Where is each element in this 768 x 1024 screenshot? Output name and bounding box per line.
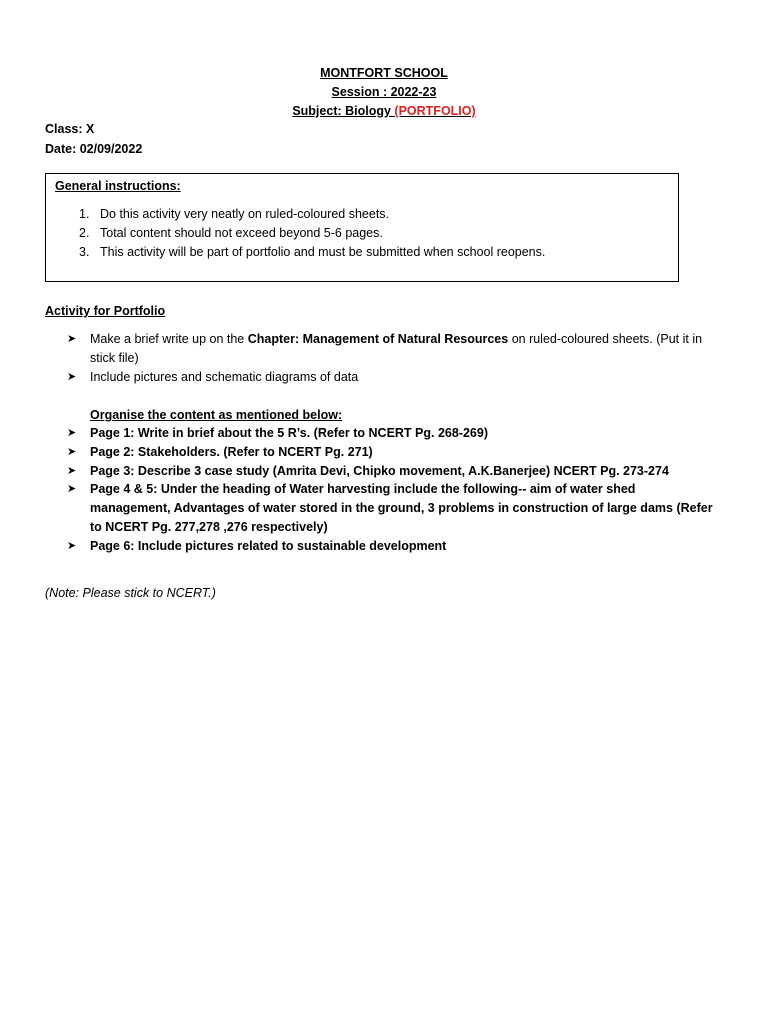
arrow-bullet-icon: ➤ bbox=[67, 427, 77, 439]
document-header bbox=[0, 64, 768, 121]
arrow-bullet-icon: ➤ bbox=[67, 445, 77, 458]
bullet-text-c: on ruled-coloured sheets. (Put it in stick file) bbox=[90, 332, 703, 365]
bullet-text: Include pictures and schematic diagrams of data bbox=[90, 370, 359, 384]
arrow-bullet-icon: ➤ bbox=[67, 333, 77, 345]
page-plan-text: Page 4 & 5: Under the heading of Water harvesting include the following-- aim of water shed management, Advantages of water stored in the ground, 3 problems in construction of large dams (Refer to NCERT Pg. 277,278 ,276 respectively) bbox=[90, 482, 713, 534]
class-label: Class: X bbox=[45, 122, 95, 136]
instruction-text: Do this activity very neatly on ruled-coloured sheets. bbox=[100, 207, 390, 221]
instruction-item bbox=[46, 224, 545, 243]
page-plan-text: Page 6: Include pictures related to sustainable development bbox=[90, 538, 447, 553]
instructions-title: General instructions: bbox=[55, 179, 181, 193]
session-line: Session : 2022-23 bbox=[331, 85, 437, 99]
arrow-bullet-icon: ➤ bbox=[67, 464, 77, 477]
instructions-list bbox=[46, 205, 545, 262]
date-label: Date: 02/09/2022 bbox=[45, 142, 143, 156]
subject-prefix: Subject: Biology bbox=[292, 104, 395, 118]
page-plan-item bbox=[67, 462, 717, 481]
page-plan-text: Page 2: Stakeholders. (Refer to NCERT Pg. 271) bbox=[90, 444, 373, 459]
school-name: MONTFORT SCHOOL bbox=[320, 66, 448, 80]
page-plan-list bbox=[67, 424, 717, 556]
activity-bullet bbox=[67, 368, 717, 387]
organise-heading: Organise the content as mentioned below: bbox=[90, 408, 343, 422]
class-meta bbox=[45, 119, 142, 159]
bullet-text-a: Make a brief write up on the bbox=[90, 332, 248, 346]
instruction-item bbox=[46, 243, 545, 262]
activity-bullet bbox=[67, 330, 717, 368]
portfolio-tag: (PORTFOLIO) bbox=[394, 104, 476, 118]
page-plan-item bbox=[67, 537, 717, 556]
page-plan-item bbox=[67, 443, 717, 462]
instruction-text: This activity will be part of portfolio and must be submitted when school reopens. bbox=[100, 245, 546, 259]
page-plan-text: Page 1: Write in brief about the 5 R’s. (Refer to NCERT Pg. 268-269) bbox=[90, 426, 488, 440]
arrow-bullet-icon: ➤ bbox=[67, 371, 77, 383]
instruction-number: 2. bbox=[79, 226, 90, 240]
page-plan-item bbox=[67, 480, 717, 536]
general-instructions-box bbox=[45, 173, 679, 282]
page-plan-text: Page 3: Describe 3 case study (Amrita Devi, Chipko movement, A.K.Banerjee) NCERT Pg. 273-274 bbox=[90, 463, 669, 478]
note-text: (Note: Please stick to NCERT.) bbox=[45, 586, 216, 600]
instruction-number: 3. bbox=[79, 245, 90, 259]
activity-bullets bbox=[67, 330, 717, 387]
activity-title: Activity for Portfolio bbox=[45, 304, 166, 318]
chapter-name: Chapter: Management of Natural Resources bbox=[247, 332, 509, 346]
subject-line bbox=[292, 104, 475, 118]
page-plan-item bbox=[67, 424, 717, 443]
instruction-item bbox=[46, 205, 545, 224]
arrow-bullet-icon: ➤ bbox=[67, 539, 77, 552]
arrow-bullet-icon: ➤ bbox=[67, 483, 77, 496]
instruction-number: 1. bbox=[79, 207, 90, 221]
instruction-text: Total content should not exceed beyond 5-6 pages. bbox=[100, 226, 383, 240]
